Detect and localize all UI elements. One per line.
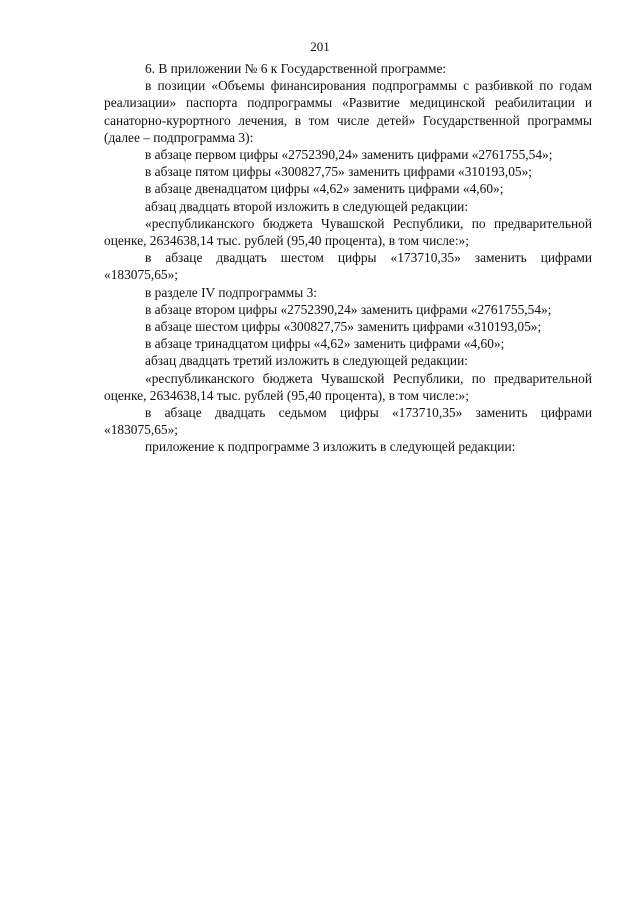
paragraph-item-6-header: 6. В приложении № 6 к Государственной программе:: [145, 61, 447, 76]
paragraph-amendment-second: в абзаце втором цифры «2752390,24» заменить цифрами «2761755,54»;: [145, 301, 552, 317]
paragraph-appendix-instruction: приложение к подпрограмме 3 изложить в следующей редакции:: [145, 439, 516, 455]
paragraph-amendment-thirteenth: в абзаце тринадцатом цифры «4,62» заменить цифрами «4,60»;: [145, 336, 505, 352]
paragraph-amendment-fifth: в абзаце пятом цифры «300827,75» заменить цифрами «310193,05»;: [145, 164, 533, 180]
paragraph-section-iv: в разделе IV подпрограммы 3:: [145, 284, 318, 300]
paragraph-amendment-twenty-sixth: в абзаце двадцать шестом цифры «173710,35» заменить цифрами «183075,65»;: [104, 250, 592, 283]
paragraph-new-wording-2: «республиканского бюджета Чувашской Республики, по предварительной оценке, 2634638,14 тыс. рублей (95,40 процента), в том числе:»;: [104, 370, 592, 403]
paragraph-amendment-first: в абзаце первом цифры «2752390,24» заменить цифрами «2761755,54»;: [145, 147, 553, 163]
paragraph-amendment-twenty-second: абзац двадцать второй изложить в следующей редакции:: [145, 198, 469, 214]
paragraph-new-wording-1: «республиканского бюджета Чувашской Республики, по предварительной оценке, 2634638,14 тыс. рублей (95,40 процента), в том числе:»;: [104, 215, 592, 249]
page-number: 201: [310, 39, 330, 54]
paragraph-amendment-sixth: в абзаце шестом цифры «300827,75» заменить цифрами «310193,05»;: [145, 319, 542, 335]
paragraph-financing-position: в позиции «Объемы финансирования подпрограммы с разбивкой по годам реализации» паспорта подпрограммы «Развитие медицинской реабилитации и санаторно-курортного лечения, в том числе детей» Государственной программы (далее – подпрограмма 3):: [104, 78, 592, 145]
paragraph-amendment-twelfth: в абзаце двенадцатом цифры «4,62» заменить цифрами «4,60»;: [145, 181, 504, 197]
document-body: [104, 60, 592, 456]
paragraph-amendment-twenty-third: абзац двадцать третий изложить в следующей редакции:: [145, 353, 468, 369]
paragraph-amendment-twenty-seventh: в абзаце двадцать седьмом цифры «173710,35» заменить цифрами «183075,65»;: [104, 405, 592, 438]
